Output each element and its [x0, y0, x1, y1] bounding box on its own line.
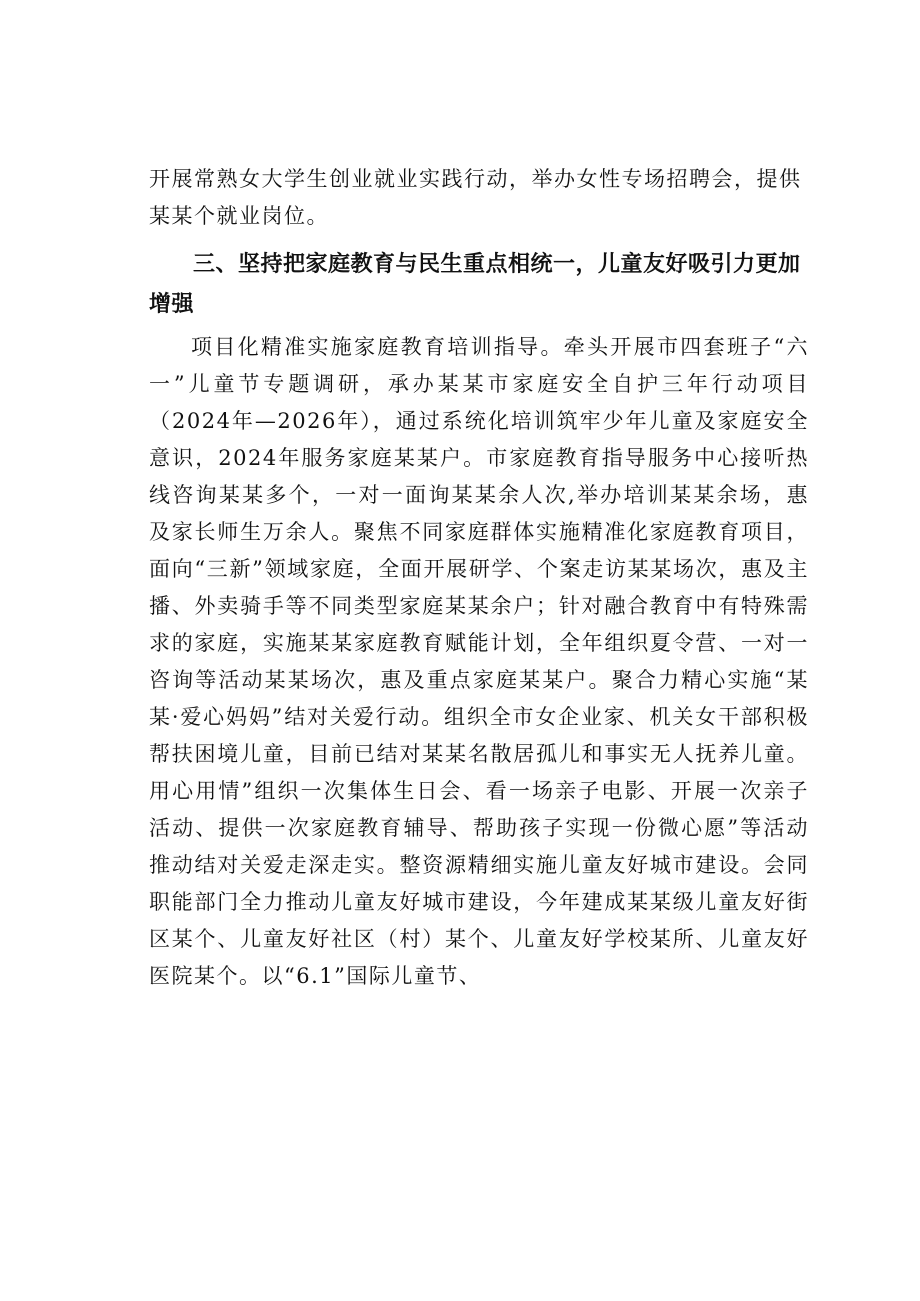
body-paragraph: 项目化精准实施家庭教育培训指导。牵头开展市四套班子“六一”儿童节专题调研，承办某某市家庭安全自护三年行动项目（2024年—2026年），通过系统化培训筑牢少年儿童及家庭安全意识，2024年服务家庭某某户。市家庭教育指导服务中心接听热线咨询某某多个，一对一面询某某余人次,举办培训某某余场，惠及家长师生万余人。聚焦不同家庭群体实施精准化家庭教育项目，面向“三新”领域家庭，全面开展研学、个案走访某某场次，惠及主播、外卖骑手等不同类型家庭某某余户；针对融合教育中有特殊需求的家庭，实施某某家庭教育赋能计划，全年组织夏令营、一对一咨询等活动某某场次，惠及重点家庭某某户。聚合力精心实施“某某·爱心妈妈”结对关爱行动。组织全市女企业家、机关女干部积极帮扶困境儿童，目前已结对某某名散居孤儿和事实无人抚养儿童。用心用情”组织一次集体生日会、看一场亲子电影、开展一次亲子活动、提供一次家庭教育辅导、帮助孩子实现一份微心愿”等活动推动结对关爱走深走实。整资源精细实施儿童友好城市建设。会同职能部门全力推动儿童友好城市建设，今年建成某某级儿童友好街区某个、儿童友好社区（村）某个、儿童友好学校某所、儿童友好医院某个。以“6.1”国际儿童节、: [149, 335, 809, 988]
document-body: [149, 161, 809, 995]
section-heading: 三、坚持把家庭教育与民生重点相统一，儿童友好吸引力更加增强: [149, 252, 801, 317]
continued-paragraph: 开展常熟女大学生创业就业实践行动，举办女性专场招聘会，提供某某个就业岗位。: [149, 167, 802, 228]
